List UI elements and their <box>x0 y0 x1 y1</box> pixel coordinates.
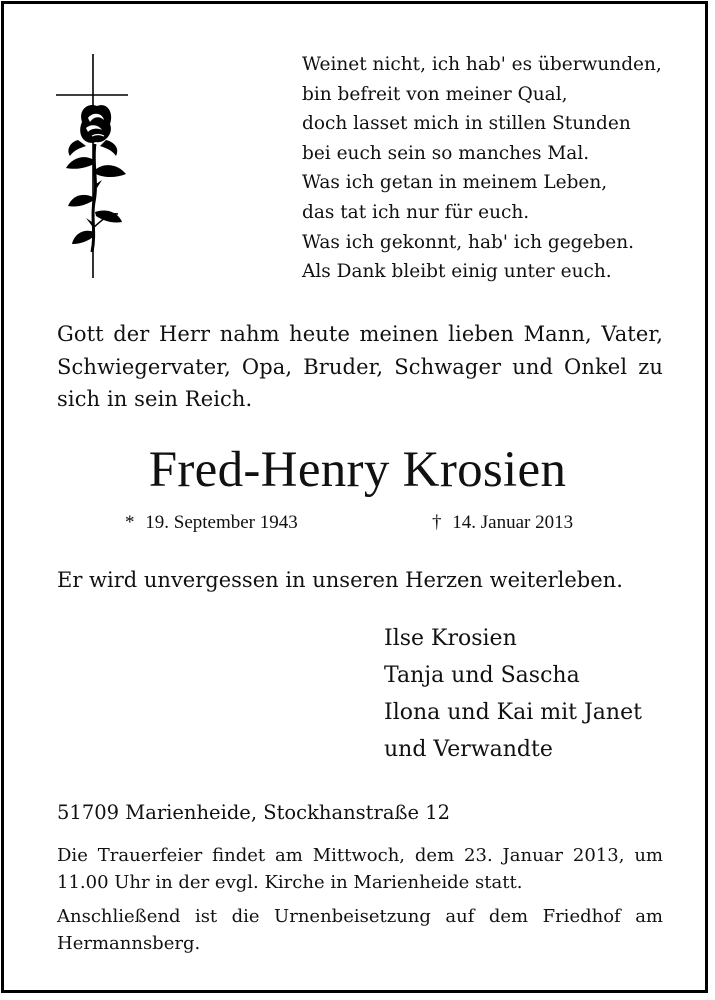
death-date <box>432 510 573 536</box>
poem-line: Als Dank bleibt einig unter euch. <box>302 261 612 283</box>
signers-list <box>384 620 642 768</box>
poem-line: bei euch sein so manches Mal. <box>302 142 590 164</box>
death-date-text: 14. Januar 2013 <box>452 512 574 533</box>
signer: Tanja und Sascha <box>384 663 580 688</box>
poem-line: Was ich gekonnt, hab' ich gegeben. <box>302 231 635 253</box>
burial-info: Anschließend ist die Urnenbeisetzung auf dem Friedhof am Hermannsberg. <box>57 906 663 954</box>
poem-line: doch lasset mich in stillen Stunden <box>302 113 631 135</box>
address: 51709 Marienheide, Stockhanstraße 12 <box>57 801 451 824</box>
intro-text: Gott der Herr nahm heute meinen lieben Mann, Vater, Schwiegervater, Opa, Bruder, Schwager und Onkel zu sich in sein Reich. <box>57 322 663 411</box>
poem-line: bin befreit von meiner Qual, <box>302 83 568 105</box>
service-info: Die Trauerfeier findet am Mittwoch, dem 23. Januar 2013, um 11.00 Uhr in der evgl. Kirche in Marienheide statt. <box>57 845 663 893</box>
birth-date-text: 19. September 1943 <box>145 512 298 533</box>
poem <box>302 50 662 287</box>
death-symbol: † <box>432 512 442 533</box>
cross-with-rose-icon <box>52 52 134 280</box>
birth-date <box>125 510 298 536</box>
signer: und Verwandte <box>384 737 553 762</box>
deceased-name: Fred-Henry Krosien <box>148 442 567 498</box>
birth-symbol: * <box>125 512 135 533</box>
poem-line: Was ich getan in meinem Leben, <box>302 172 608 194</box>
signer: Ilse Krosien <box>384 626 517 651</box>
poem-line: das tat ich nur für euch. <box>302 201 530 223</box>
poem-line: Weinet nicht, ich hab' es überwunden, <box>302 54 662 75</box>
signer: Ilona und Kai mit Janet <box>384 700 642 725</box>
closing-text: Er wird unvergessen in unseren Herzen weiterleben. <box>57 568 623 592</box>
